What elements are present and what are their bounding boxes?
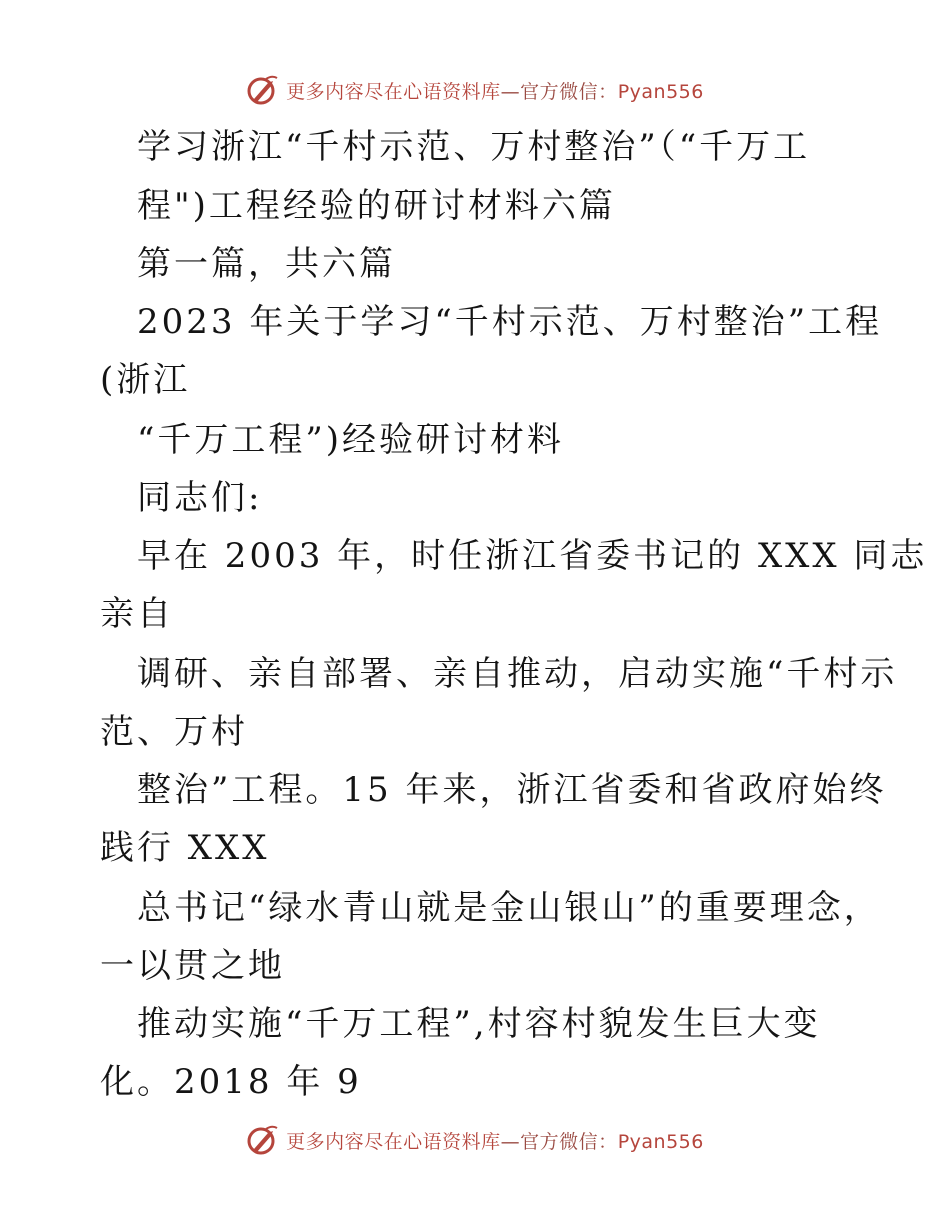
text-line: 范、万村 [100,712,248,752]
text-line: 学习浙江“千村示范、万村整治”（“千万工 [137,127,811,167]
header-banner [0,70,950,110]
text-line: 总书记“绿水青山就是金山银山”的重要理念， [137,888,881,928]
text-line: 调研、亲自部署、亲自推动，启动实施“千村示 [137,654,898,694]
banner-text [286,1127,704,1154]
text-line: 践行 XXX [100,828,270,868]
banner-wechat-id: Pyan556 [617,1130,704,1153]
text-line: (浙江 [100,360,191,400]
text-line: 亲自 [100,594,174,634]
text-line: 2023 年关于学习“千村示范、万村整治”工程 [137,302,883,342]
text-line: 化。2018 年 9 [100,1062,362,1102]
banner-separator-text: —官方微信： [500,80,618,103]
text-line: “千万工程”)经验研讨材料 [137,420,565,460]
red-pen-logo-icon [246,1123,280,1157]
text-line: 一以贯之地 [100,946,285,986]
text-line: 程")工程经验的研讨材料六篇 [137,186,616,226]
text-line: 推动实施“千万工程”,村容村貌发生巨大变 [137,1004,821,1044]
footer-banner [0,1120,950,1160]
banner-wechat-id: Pyan556 [617,80,704,103]
banner-text [286,77,704,104]
banner-main-text: 更多内容尽在心语资料库 [286,80,501,103]
text-line: 第一篇，共六篇 [137,244,396,284]
text-line: 早在 2003 年，时任浙江省委书记的 XXX 同志 [137,536,928,576]
text-line: 同志们: [137,478,263,518]
banner-main-text: 更多内容尽在心语资料库 [286,1130,501,1153]
red-pen-logo-icon [246,73,280,107]
text-line: 整治”工程。15 年来，浙江省委和省政府始终 [137,770,887,810]
banner-separator-text: —官方微信： [500,1130,618,1153]
